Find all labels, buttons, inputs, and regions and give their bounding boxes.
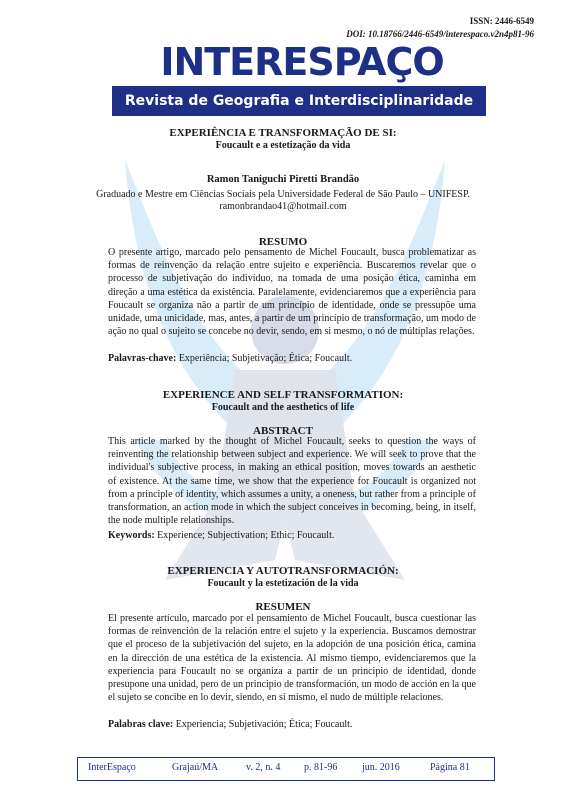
resumen-subtitle: Foucault y la estetización de la vida bbox=[207, 578, 359, 589]
footer-journal: InterEspaço bbox=[88, 762, 136, 773]
footer-pages: p. 81-96 bbox=[304, 762, 338, 773]
footer-date: jun. 2016 bbox=[362, 762, 400, 773]
abstract-keywords-values: Experience; Subjectivation; Ethic; Foucault. bbox=[157, 530, 335, 541]
author-email[interactable]: ramonbrandao41@hotmail.com bbox=[219, 201, 347, 212]
abstract-text: This article marked by the thought of Michel Foucault, seeks to question the ways of reinventing the relationship between subject and experience. We will seek to prove that the individual's subjective process, in making an ethical position, moves towards an aesthetic of existence. At the same time, we show that the experience for Foucault is organized not from a principle of identity, which assumes a unity, a oneness, but rather from a principle of transformation, an action mode in which the subject conceives in becoming, being, in itself, the node multiple relationships. bbox=[108, 436, 476, 527]
article-subtitle: Foucault e a estetização da vida bbox=[215, 140, 351, 151]
abstract-keywords bbox=[108, 529, 476, 542]
footer-city: Grajaú/MA bbox=[172, 762, 219, 773]
page-footer bbox=[77, 757, 495, 781]
resumen-heading: RESUMEN bbox=[255, 601, 311, 613]
resumen-keywords-label: Palabras clave: bbox=[108, 719, 174, 730]
resumo-keywords-values: Experiência; Subjetivação; Ética; Foucault. bbox=[178, 353, 353, 364]
article-title: EXPERIÊNCIA E TRANSFORMAÇÃO DE SI: bbox=[169, 127, 397, 139]
abstract-heading: ABSTRACT bbox=[253, 425, 313, 437]
resumo-heading: RESUMO bbox=[258, 236, 308, 248]
issn-block bbox=[346, 15, 534, 41]
author-affiliation: Graduado e Mestre em Ciências Sociais pela Universidade Federal de São Paulo – UNIFESP. bbox=[96, 189, 470, 200]
journal-subtitle: Revista de Geografia e Interdisciplinaridade bbox=[124, 93, 474, 109]
author-name: Ramon Taniguchi Piretti Brandão bbox=[206, 174, 360, 185]
journal-subtitle-bar bbox=[112, 86, 486, 116]
resumen-text: El presente artículo, marcado por el pensamiento de Michel Foucault, busca cuestionar las formas de reinvención de la relación entre el sujeto y la experiencia. Buscamos demostrar que el proceso de la subjetivación del sujeto, en la adopción de una posición ética, camina en la dirección de una estética de la existencia. Al mismo tiempo, evidenciaremos que la experiencia para Foucault no se organiza a partir de un principio de identidad, donde presupone una unidad, pero de un principio de transformación, un modo de acción en la que el sujeto se concibe en lo devir, siendo, en sí mismo, el nudo de múltiple relaciones. bbox=[108, 613, 476, 704]
resumen-keywords-values: Experiencia; Subjetivación; Ética; Foucault. bbox=[175, 719, 353, 730]
resumo-text: O presente artigo, marcado pelo pensamento de Michel Foucault, busca problematizar as formas de reinvenção da relação entre sujeito e experiência. Buscaremos revelar que o processo de subjetivação do indivíduo, na tomada de uma posição ética, caminha em direção a uma estética da existência. Paralelamente, evidenciaremos que a experiência para Foucault se organiza não a partir de um princípio de identidade, onde se pressupõe uma unidade, uma unicidade, mas, antes, a partir de um princípio de transformação, um modo de ação no qual o sujeito se concebe no devir, sendo, em si mesmo, o nó de múltiplas relações. bbox=[108, 247, 476, 338]
resumen-keywords bbox=[108, 718, 476, 731]
footer-page-number: Página 81 bbox=[430, 762, 470, 773]
abstract-subtitle: Foucault and the aesthetics of life bbox=[211, 402, 355, 413]
resumo-keywords bbox=[108, 352, 476, 365]
abstract-title: EXPERIENCE AND SELF TRANSFORMATION: bbox=[162, 389, 404, 401]
issn-text: ISSN: 2446-6549 bbox=[469, 16, 534, 26]
doi-text: DOI: 10.18766/2446-6549/interespaco.v2n4p81-96 bbox=[346, 29, 534, 39]
resumen-title: EXPERIENCIA Y AUTOTRANSFORMACIÓN: bbox=[167, 565, 399, 577]
journal-logo: INTERESPAÇO bbox=[160, 40, 444, 84]
resumo-keywords-label: Palavras-chave: bbox=[108, 353, 177, 364]
footer-volume: v. 2, n. 4 bbox=[246, 762, 281, 773]
abstract-keywords-label: Keywords: bbox=[108, 530, 155, 541]
